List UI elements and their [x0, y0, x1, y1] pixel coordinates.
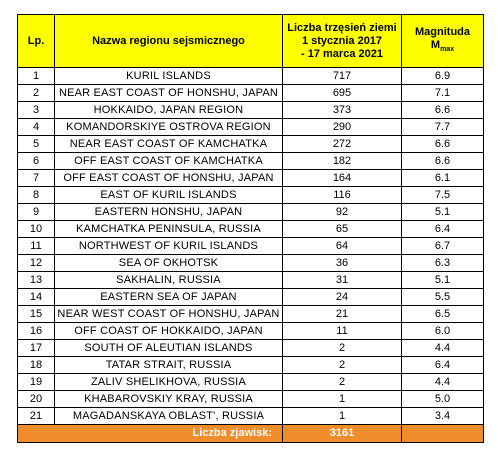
cell-magnitude-max: 6.1 — [402, 170, 484, 187]
header-magnitude-symbol — [402, 39, 483, 56]
cell-region-name: TATAR STRAIT, RUSSIA — [55, 357, 283, 374]
header-count-line-3: - 17 marca 2021 — [301, 47, 383, 60]
cell-region-name: NEAR WEST COAST OF HONSHU, JAPAN — [55, 306, 283, 323]
total-row — [18, 425, 484, 443]
cell-earthquake-count: 1 — [283, 408, 402, 425]
cell-earthquake-count: 182 — [283, 153, 402, 170]
cell-magnitude-max: 4.4 — [402, 374, 484, 391]
cell-lp: 6 — [18, 153, 55, 170]
cell-earthquake-count: 290 — [283, 119, 402, 136]
cell-earthquake-count: 373 — [283, 102, 402, 119]
cell-magnitude-max: 6.9 — [402, 68, 484, 85]
cell-earthquake-count: 2 — [283, 357, 402, 374]
cell-lp: 13 — [18, 272, 55, 289]
cell-region-name: NEAR EAST COAST OF HONSHU, JAPAN — [55, 85, 283, 102]
cell-lp: 4 — [18, 119, 55, 136]
table-row — [18, 272, 484, 289]
cell-magnitude-max: 5.1 — [402, 272, 484, 289]
cell-magnitude-max: 5.0 — [402, 391, 484, 408]
cell-lp: 21 — [18, 408, 55, 425]
cell-region-name: SAKHALIN, RUSSIA — [55, 272, 283, 289]
table-row — [18, 85, 484, 102]
cell-region-name: EAST OF KURIL ISLANDS — [55, 187, 283, 204]
table-row — [18, 408, 484, 425]
cell-lp: 2 — [18, 85, 55, 102]
cell-earthquake-count: 164 — [283, 170, 402, 187]
cell-lp: 20 — [18, 391, 55, 408]
cell-magnitude-max: 6.4 — [402, 221, 484, 238]
cell-region-name: OFF EAST COAST OF KAMCHATKA — [55, 153, 283, 170]
header-magnitude-subscript: max — [440, 46, 455, 54]
cell-earthquake-count: 65 — [283, 221, 402, 238]
header-count-line-2: 1 stycznia 2017 — [301, 34, 383, 47]
cell-lp: 8 — [18, 187, 55, 204]
table-row — [18, 119, 484, 136]
cell-earthquake-count: 92 — [283, 204, 402, 221]
table-body — [18, 68, 484, 425]
header-magnitude — [402, 15, 484, 68]
table-row — [18, 374, 484, 391]
cell-lp: 5 — [18, 136, 55, 153]
header-magnitude-label: Magnituda — [415, 25, 470, 38]
total-label: Liczba zjawisk: — [18, 425, 283, 443]
cell-lp: 16 — [18, 323, 55, 340]
cell-region-name: KAMCHATKA PENINSULA, RUSSIA — [55, 221, 283, 238]
cell-earthquake-count: 64 — [283, 238, 402, 255]
cell-magnitude-max: 7.5 — [402, 187, 484, 204]
cell-magnitude-max: 5.1 — [402, 204, 484, 221]
header-row — [18, 15, 484, 68]
table-row — [18, 289, 484, 306]
cell-region-name: KURIL ISLANDS — [55, 68, 283, 85]
cell-lp: 17 — [18, 340, 55, 357]
cell-magnitude-max: 6.6 — [402, 136, 484, 153]
table-row — [18, 391, 484, 408]
cell-lp: 18 — [18, 357, 55, 374]
cell-region-name: SOUTH OF ALEUTIAN ISLANDS — [55, 340, 283, 357]
header-region-name: Nazwa regionu sejsmicznego — [55, 15, 283, 68]
cell-earthquake-count: 31 — [283, 272, 402, 289]
cell-earthquake-count: 2 — [283, 374, 402, 391]
cell-region-name: KOMANDORSKIYE OSTROVA REGION — [55, 119, 283, 136]
header-magnitude-m: M — [430, 38, 441, 51]
cell-lp: 9 — [18, 204, 55, 221]
cell-magnitude-max: 6.3 — [402, 255, 484, 272]
cell-lp: 12 — [18, 255, 55, 272]
cell-earthquake-count: 717 — [283, 68, 402, 85]
cell-magnitude-max: 3.4 — [402, 408, 484, 425]
cell-region-name: EASTERN HONSHU, JAPAN — [55, 204, 283, 221]
cell-earthquake-count: 36 — [283, 255, 402, 272]
cell-earthquake-count: 1 — [283, 391, 402, 408]
table-row — [18, 340, 484, 357]
cell-lp: 14 — [18, 289, 55, 306]
cell-magnitude-max: 6.4 — [402, 357, 484, 374]
table-row — [18, 102, 484, 119]
table-row — [18, 306, 484, 323]
cell-magnitude-max: 7.1 — [402, 85, 484, 102]
cell-lp: 11 — [18, 238, 55, 255]
header-lp: Lp. — [18, 15, 55, 68]
cell-lp: 10 — [18, 221, 55, 238]
cell-region-name: KHABAROVSKIY KRAY, RUSSIA — [55, 391, 283, 408]
total-empty-cell — [402, 425, 484, 443]
cell-magnitude-max: 6.6 — [402, 153, 484, 170]
cell-earthquake-count: 116 — [283, 187, 402, 204]
cell-region-name: OFF EAST COAST OF HONSHU, JAPAN — [55, 170, 283, 187]
table-row — [18, 187, 484, 204]
cell-magnitude-max: 4.4 — [402, 340, 484, 357]
cell-earthquake-count: 24 — [283, 289, 402, 306]
cell-magnitude-max: 6.6 — [402, 102, 484, 119]
seismic-regions-table — [17, 14, 484, 443]
cell-region-name: ZALIV SHELIKHOVA, RUSSIA — [55, 374, 283, 391]
cell-magnitude-max: 6.0 — [402, 323, 484, 340]
cell-earthquake-count: 11 — [283, 323, 402, 340]
cell-lp: 19 — [18, 374, 55, 391]
table-row — [18, 221, 484, 238]
cell-earthquake-count: 695 — [283, 85, 402, 102]
cell-region-name: EASTERN SEA OF JAPAN — [55, 289, 283, 306]
total-value: 3161 — [283, 425, 402, 443]
cell-region-name: NEAR EAST COAST OF KAMCHATKA — [55, 136, 283, 153]
header-earthquake-count — [283, 15, 402, 68]
cell-magnitude-max: 7.7 — [402, 119, 484, 136]
cell-region-name: NORTHWEST OF KURIL ISLANDS — [55, 238, 283, 255]
cell-earthquake-count: 2 — [283, 340, 402, 357]
cell-magnitude-max: 6.5 — [402, 306, 484, 323]
cell-earthquake-count: 272 — [283, 136, 402, 153]
header-count-line-1: Liczba trzęsień ziemi — [287, 21, 397, 34]
table-row — [18, 170, 484, 187]
table-row — [18, 153, 484, 170]
cell-lp: 15 — [18, 306, 55, 323]
table-row — [18, 136, 484, 153]
table-row — [18, 357, 484, 374]
cell-lp: 1 — [18, 68, 55, 85]
cell-lp: 7 — [18, 170, 55, 187]
cell-region-name: HOKKAIDO, JAPAN REGION — [55, 102, 283, 119]
table-row — [18, 255, 484, 272]
cell-region-name: MAGADANSKAYA OBLAST', RUSSIA — [55, 408, 283, 425]
cell-region-name: SEA OF OKHOTSK — [55, 255, 283, 272]
table-row — [18, 238, 484, 255]
cell-earthquake-count: 21 — [283, 306, 402, 323]
cell-magnitude-max: 6.7 — [402, 238, 484, 255]
cell-lp: 3 — [18, 102, 55, 119]
cell-region-name: OFF COAST OF HOKKAIDO, JAPAN — [55, 323, 283, 340]
table-row — [18, 68, 484, 85]
table-row — [18, 323, 484, 340]
cell-magnitude-max: 5.5 — [402, 289, 484, 306]
table-row — [18, 204, 484, 221]
